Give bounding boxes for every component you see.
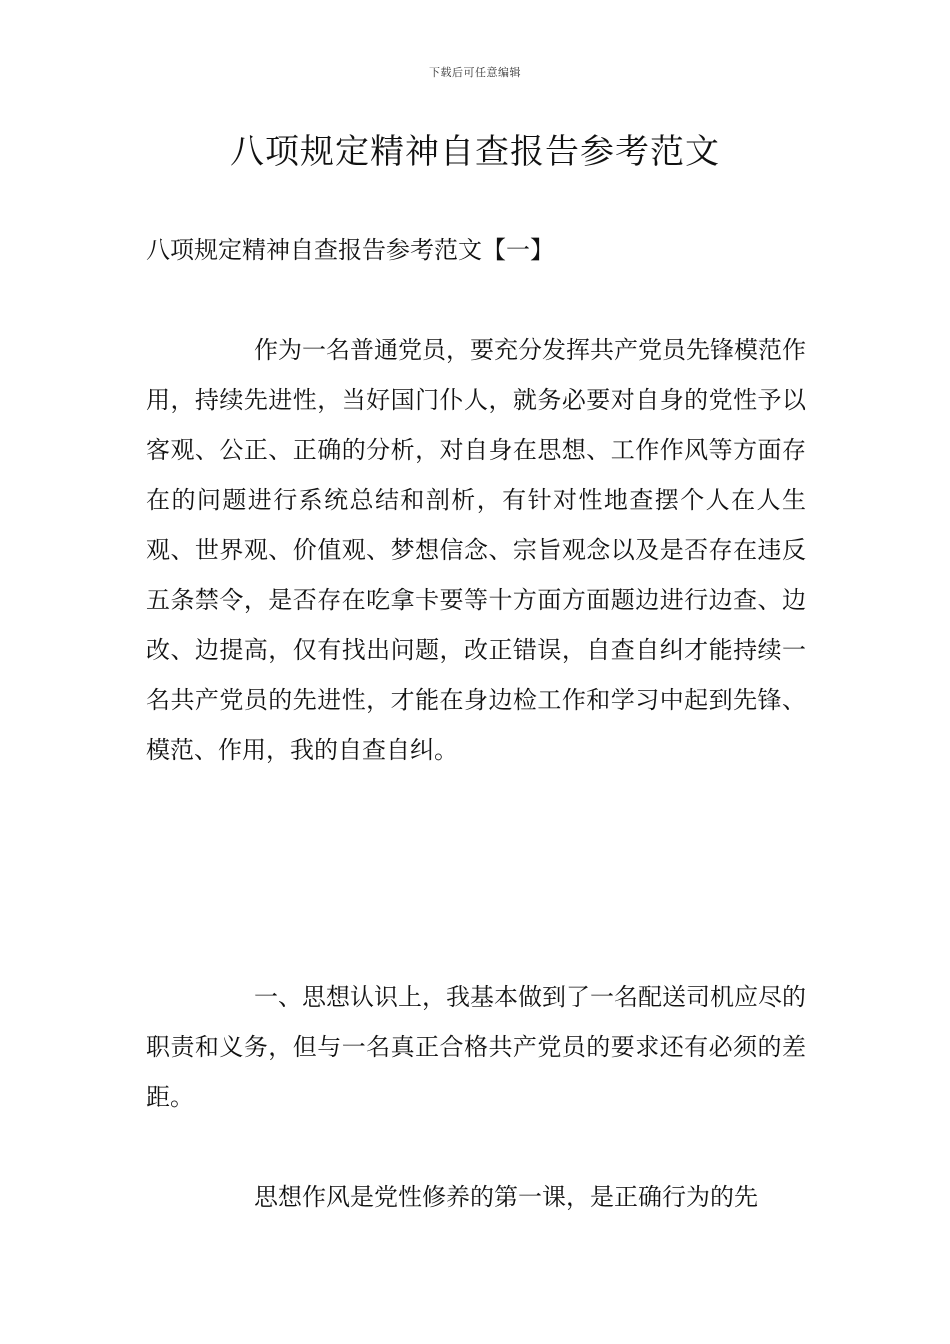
section-heading: 八项规定精神自查报告参考范文【一】 bbox=[146, 236, 554, 264]
header-note: 下载后可任意编辑 bbox=[429, 66, 521, 79]
body-paragraph: 作为一名普通党员，要充分发挥共产党员先锋模范作用，持续先进性，当好国门仆人，就务必要对自身的党性予以客观、公正、正确的分析，对自身在思想、工作作风等方面存在的问题进行系统总结和剖析，有针对性地查摆个人在人生观、世界观、价值观、梦想信念、宗旨观念以及是否存在违反五条禁令，是否存在吃拿卡要等十方面方面题边进行边查、边改、边提高，仅有找出问题，改正错误，自查自纠才能持续一名共产党员的先进性，才能在身边检工作和学习中起到先锋、模范、作用，我的自查自纠。 bbox=[146, 336, 806, 764]
document-title: 八项规定精神自查报告参考范文 bbox=[230, 132, 720, 172]
body-paragraph: 一、思想认识上，我基本做到了一名配送司机应尽的职责和义务，但与一名真正合格共产党员的要求还有必须的差距。 bbox=[146, 983, 806, 1111]
body-paragraph: 思想作风是党性修养的第一课，是正确行为的先 bbox=[254, 1183, 758, 1211]
